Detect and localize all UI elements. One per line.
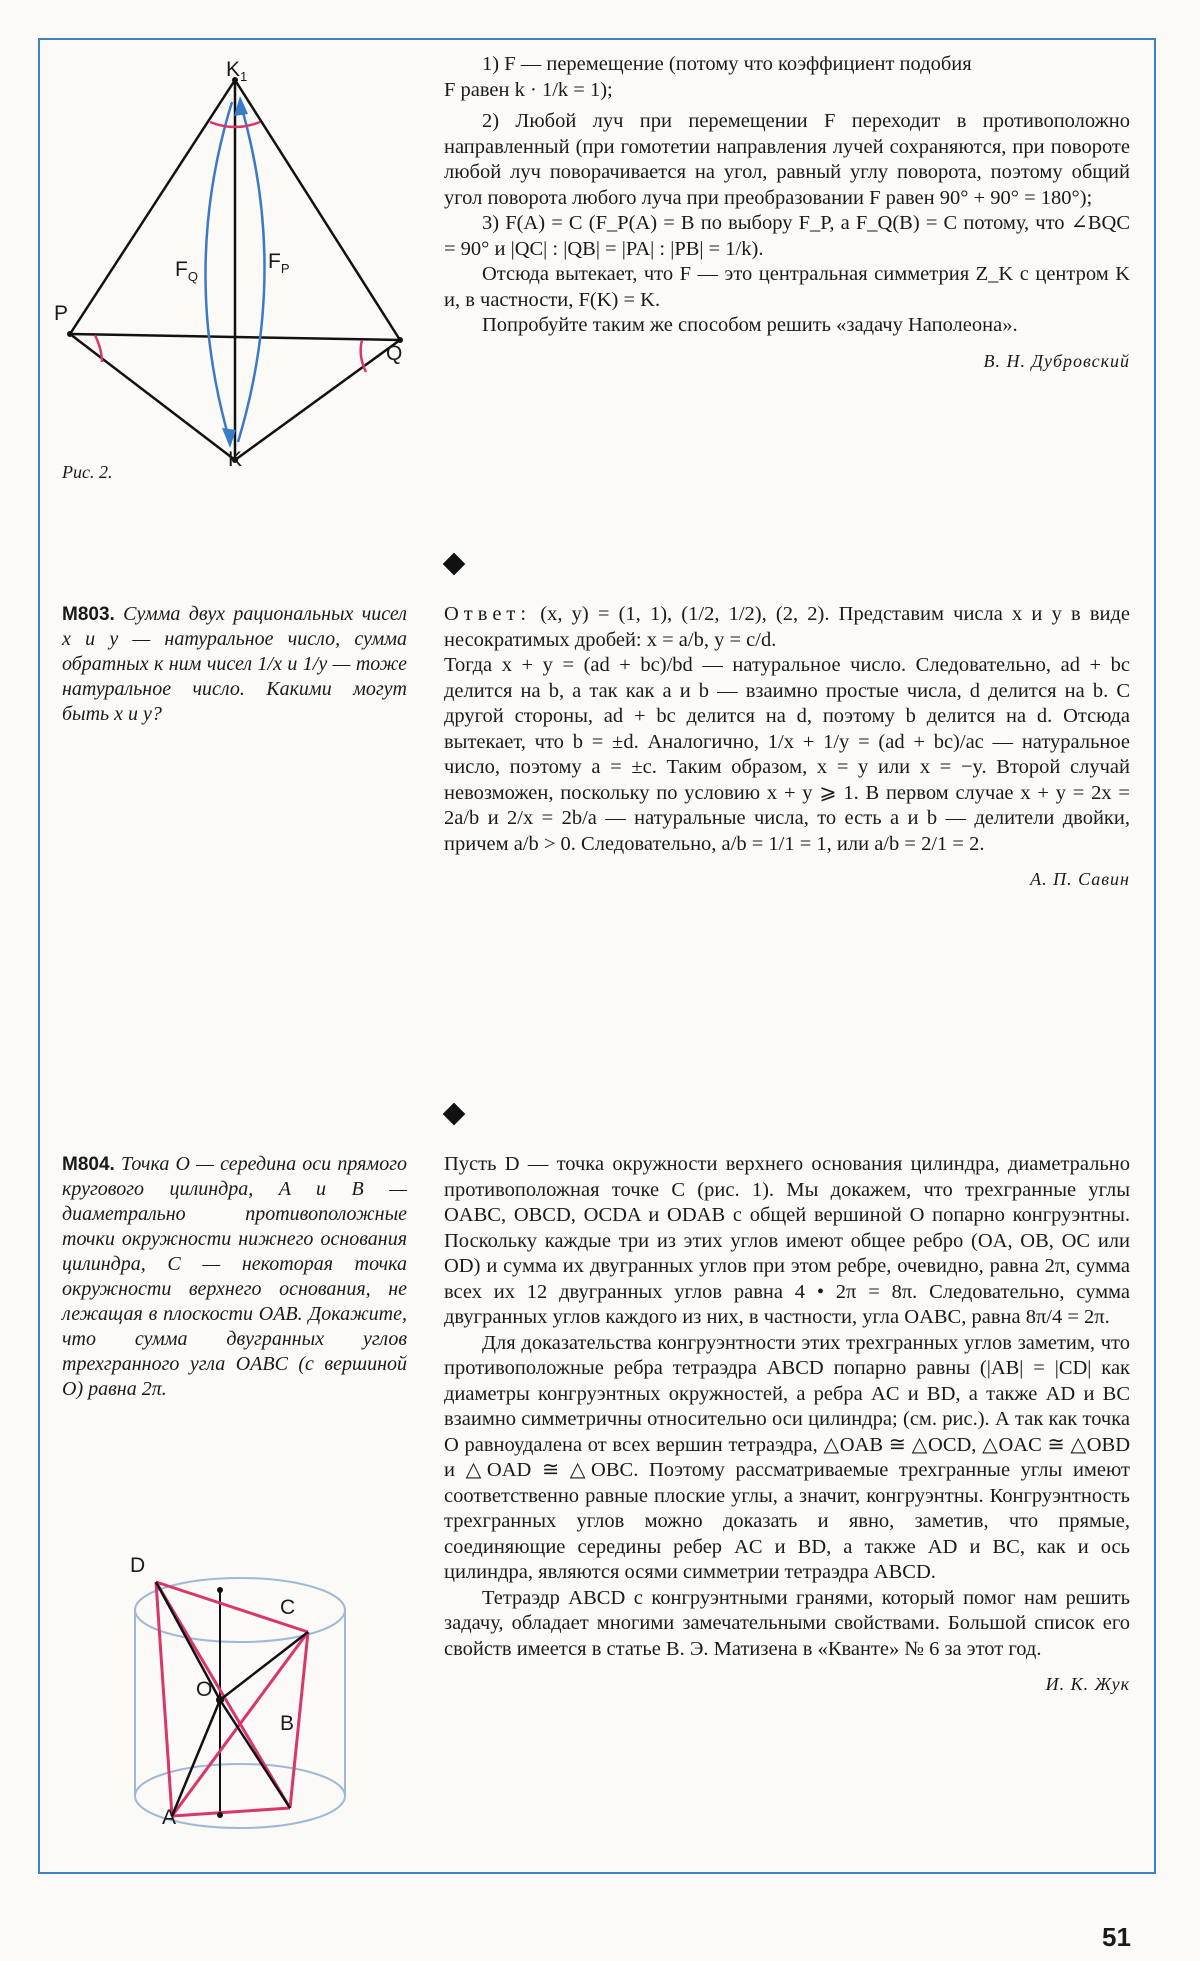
label-q: Q	[386, 342, 403, 365]
top-p4: Отсюда вытекает, что F — это центральная симметрия Z_K с центром K и, в частности, F(K) = K.	[444, 263, 1130, 311]
top-p5: Попробуйте таким же способом решить «задачу Наполеона».	[482, 314, 1018, 336]
m803-s2: Тогда x + y = (ad + bc)/bd — натуральное число. Следовательно, ad + bc делится на b, а так как a и b — взаимно простые числа, d делится на b. С другой стороны, ad + bc делится на d, поэтому b делится на d. Отсюда вытекает, что b = ±d. Аналогично, 1/x + 1/y = (ad + bc)/ac — натуральное число, поэтому a = ±c. Таким образом, x = y или x = −y. Второй случай невозможен, поскольку по условию x + y ⩾ 1. В первом случае x + y = 2x = 2a/b и 2/x = 2b/a — натуральные числа, то есть a и b — делители двойки, причем a/b > 0. Следовательно, a/b = 1/1 = 1, или a/b = 2/1 = 2.	[444, 654, 1130, 855]
edge-d-b	[156, 1582, 290, 1808]
m804-author: И. К. Жук	[1045, 1674, 1130, 1694]
top-p1a: 1) F — перемещение (потому что коэффициент подобия	[482, 53, 972, 75]
m804-p2: Для доказательства конгруэнтности этих трехгранных углов заметим, что противоположные ребра тетраэдра ABCD попарно равны (|AB| = |CD| как диаметры конгруэнтных окружностей, а ребра AC и BD, а также AD и BC взаимно симметричны относительно оси цилиндра; (см. рис.). А так как точка O равноудалена от всех вершин тетраэдра, △OAB ≅ △OCD, △OAC ≅ △OBD и △OAD ≅ △OBC. Поэтому рассматриваемые трехгранные углы имеют соответственно равные плоские углы, а значит, конгруэнтны. Конгруэнтность трехгранных углов можно доказать и явно, заметив, что прямые, соединяющие середины ребер AC и BD, а также AD и BC, как и ось цилиндра, являются осями симметрии тетраэдра ABCD.	[444, 1331, 1130, 1583]
m804-problem-text: Точка O — середина оси прямого кругового цилиндра, A и B — диаметрально противоположные точки окружности нижнего основания цилиндра, C — некоторая точка окружности верхнего основания, не лежащая в плоскости OAB. Докажите, что сумма двугранных углов трехгранного угла OABC (с вершиной O) равна 2π.	[62, 1153, 407, 1400]
m803-problem-text: Сумма двух рациональных чисел x и y — натуральное число, сумма обратных к ним чисел 1/x и 1/y — тоже натуральное число. Какими могут быть x и y?	[62, 603, 407, 725]
figure-2	[40, 50, 430, 470]
arc-fq	[205, 102, 232, 442]
m803-problem	[62, 602, 407, 727]
top-p2: 2) Любой луч при перемещении F переходит в противоположно направленный (при гомотетии направления лучей сохраняются, при повороте любой луч поворачивается на угол, равный углу поворота, поэтому общий угол поворота любого луча при преобразовании F равен 90° + 90° = 180°);	[444, 110, 1130, 209]
top-p1b: F равен k · 1/k = 1);	[444, 78, 613, 101]
label-p: P	[54, 302, 69, 325]
top-author: В. Н. Дубровский	[983, 350, 1130, 371]
label-fp: $F_P$	[268, 250, 290, 277]
figure-2-caption: Рис. 2.	[62, 462, 113, 482]
top-p3: 3) F(A) = C (F_P(A) = B по выбору F_P, а F_Q(B) = C потому, что ∠BQC = 90° и |QC| : |QB| = |PA| : |PB| = 1/k).	[444, 212, 1130, 260]
m803-s1-text: (x, y) = (1, 1), (1/2, 1/2), (2, 2). Представим числа x и y в виде несократимых дробей: x = a/b, y = c/d.	[444, 603, 1131, 651]
cyl-label-b: B	[280, 1712, 295, 1735]
label-k1: $K_1$	[226, 58, 248, 85]
cyl-label-c: C	[280, 1596, 296, 1619]
cylinder-figure	[120, 1560, 360, 1850]
edge-a-d	[156, 1582, 172, 1816]
m803-answer-label: Ответ:	[444, 603, 532, 625]
edge-k1-q	[235, 80, 400, 340]
m803-solution	[444, 602, 1130, 893]
m804-p1: Пусть D — точка окружности верхнего основания цилиндра, диаметрально противоположная точке C (рис. 1). Мы докажем, что трехгранные углы OABC, OBCD, OCDA и ODAB с общей вершиной O попарно конгруэнтны. Поскольку каждые три из этих углов имеют общее ребро (OA, OB, OC или OD) и сумма их двугранных углов при этом ребре, очевидно, равна 2π, сумма всех их 12 двугранных углов равна 4 • 2π = 8π. Следовательно, сумма двугранных углов каждого из них, в частности, угла OABC, равна 8π/4 = 2π.	[444, 1153, 1130, 1328]
m804-problem	[62, 1152, 407, 1402]
angle-p	[95, 335, 102, 362]
page-number: 51	[1102, 1922, 1131, 1952]
m804-solution	[444, 1152, 1130, 1698]
top-section	[444, 52, 1130, 374]
cyl-label-d: D	[130, 1554, 146, 1577]
cyl-label-o: O	[196, 1678, 213, 1701]
m804-number: M804.	[62, 1154, 115, 1175]
m804-p3: Тетраэдр ABCD с конгруэнтными гранями, который помог нам решить задачу, обладает многими замечательными свойствами. Большой список его свойств имеется в статье В. Э. Матизена в «Кванте» № 6 за этот год.	[444, 1586, 1130, 1660]
m803-number: M803.	[62, 604, 115, 625]
edge-o-a	[172, 1700, 220, 1816]
m803-s1	[444, 602, 1130, 653]
label-k: K	[228, 448, 243, 471]
cyl-label-a: A	[162, 1806, 177, 1829]
edge-a-b	[172, 1808, 290, 1816]
arc-fp	[238, 102, 265, 442]
edge-q-k	[235, 340, 403, 460]
m803-author: А. П. Савин	[1030, 869, 1130, 889]
label-fq: $F_Q$	[175, 258, 198, 285]
